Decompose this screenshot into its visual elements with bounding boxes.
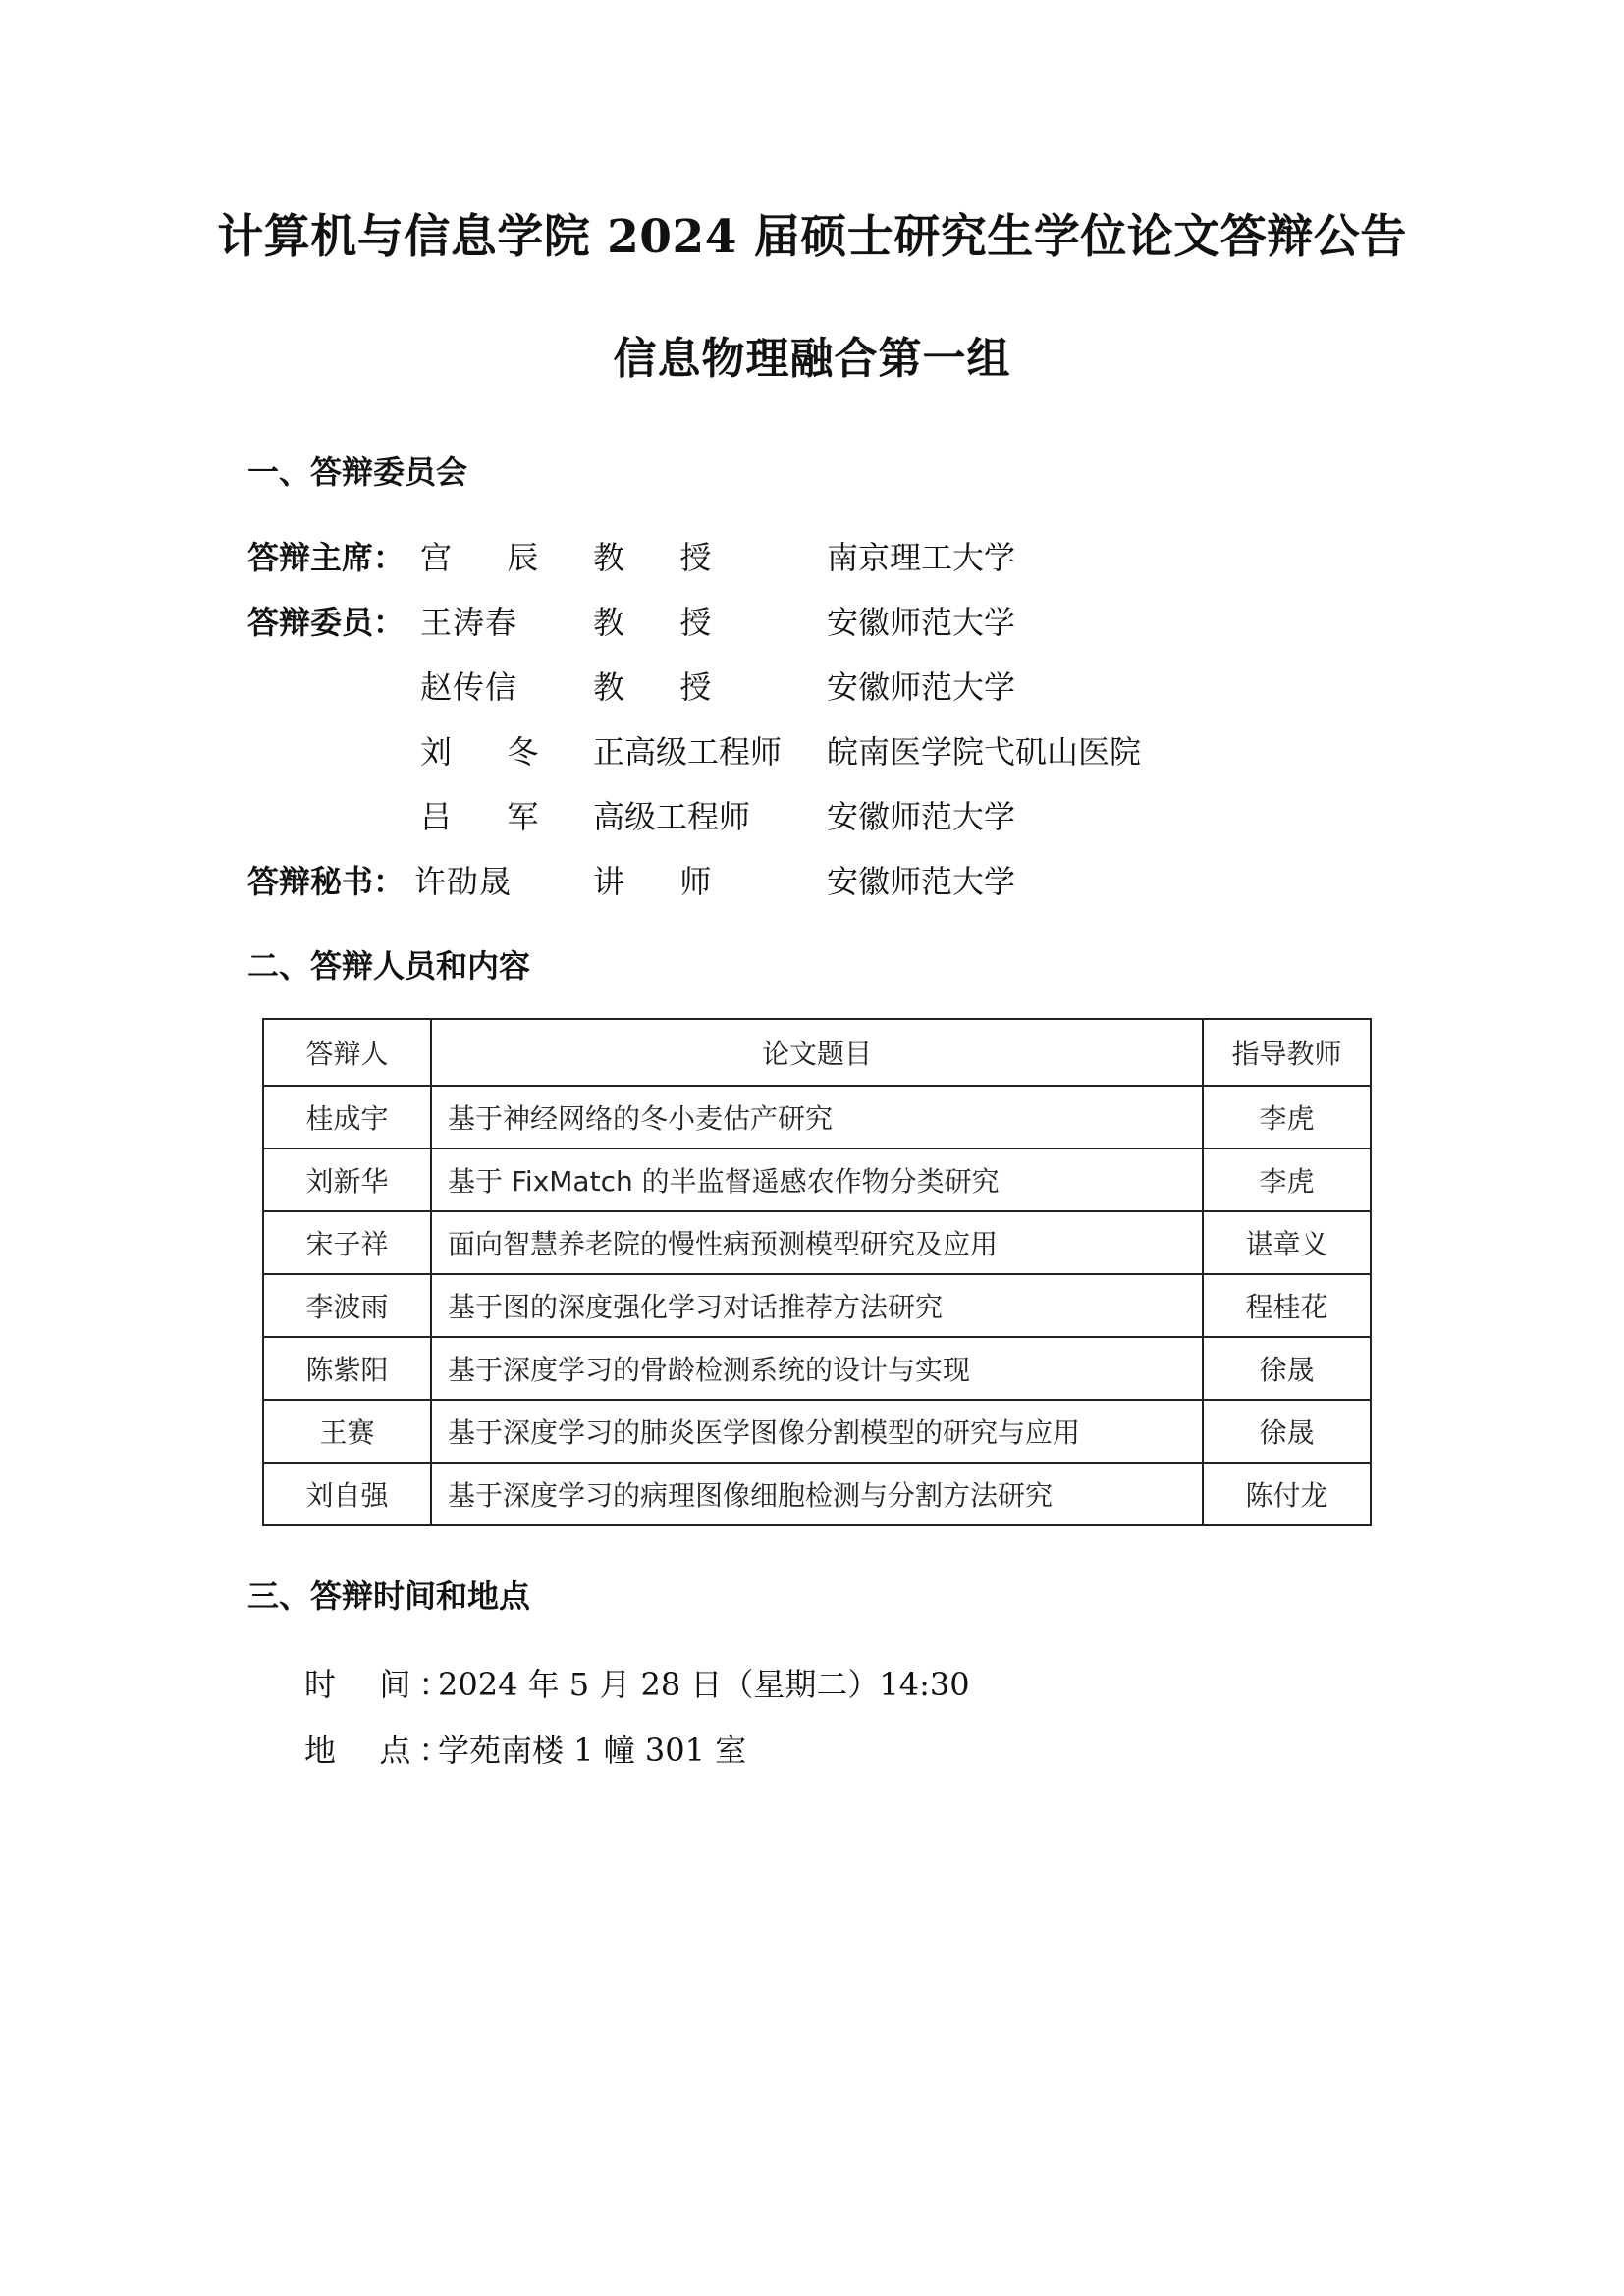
defense-table xyxy=(262,1018,1372,1526)
thesis-title-cell: 基于深度学习的病理图像细胞检测与分割方法研究 xyxy=(431,1463,1203,1525)
candidate-cell: 李波雨 xyxy=(263,1274,431,1337)
committee-row xyxy=(247,860,1327,925)
section-heading-committee: 一、答辩委员会 xyxy=(247,454,468,491)
candidate-cell: 桂成宇 xyxy=(263,1086,431,1148)
committee-title: 教 授 xyxy=(593,604,724,641)
advisor-cell: 谌章义 xyxy=(1203,1211,1371,1274)
defense-place xyxy=(304,1729,746,1772)
header-thesis-title: 论文题目 xyxy=(431,1019,1203,1086)
committee-row xyxy=(247,601,1327,666)
page-subtitle: 信息物理融合第一组 xyxy=(613,334,1011,384)
thesis-title-cell: 面向智慧养老院的慢性病预测模型研究及应用 xyxy=(431,1211,1203,1274)
committee-name: 吕 军 xyxy=(420,798,551,835)
table-row xyxy=(263,1148,1371,1211)
table-row xyxy=(263,1463,1371,1525)
committee-name: 许劭晟 xyxy=(414,863,513,900)
committee-row xyxy=(247,666,1327,730)
committee-row xyxy=(247,730,1327,795)
candidate-cell: 陈紫阳 xyxy=(263,1337,431,1400)
page-title: 计算机与信息学院 2024 届硕士研究生学位论文答辩公告 xyxy=(217,210,1407,264)
committee-list xyxy=(247,536,1327,925)
committee-title: 教 授 xyxy=(593,668,724,706)
advisor-cell: 程桂花 xyxy=(1203,1274,1371,1337)
committee-org: 安徽师范大学 xyxy=(827,863,1016,900)
committee-org: 安徽师范大学 xyxy=(827,668,1016,706)
committee-role: 答辩秘书： xyxy=(247,863,406,900)
advisor-cell: 陈付龙 xyxy=(1203,1463,1371,1525)
committee-row xyxy=(247,795,1327,860)
thesis-title-cell: 基于神经网络的冬小麦估产研究 xyxy=(431,1086,1203,1148)
committee-row xyxy=(247,536,1327,601)
header-candidate: 答辩人 xyxy=(263,1019,431,1086)
advisor-cell: 李虎 xyxy=(1203,1086,1371,1148)
committee-role: 答辩委员： xyxy=(247,604,406,641)
candidate-cell: 宋子祥 xyxy=(263,1211,431,1274)
table-row xyxy=(263,1400,1371,1463)
committee-org: 安徽师范大学 xyxy=(827,798,1016,835)
table-row xyxy=(263,1086,1371,1148)
candidate-cell: 刘新华 xyxy=(263,1148,431,1211)
committee-role: 答辩主席： xyxy=(247,539,406,576)
committee-title: 正高级工程师 xyxy=(593,733,783,771)
defense-time xyxy=(304,1663,970,1706)
table-header-row xyxy=(263,1019,1371,1086)
thesis-title-cell: 基于深度学习的肺炎医学图像分割模型的研究与应用 xyxy=(431,1400,1203,1463)
committee-org: 皖南医学院弋矶山医院 xyxy=(827,733,1142,771)
committee-org: 南京理工大学 xyxy=(827,539,1016,576)
committee-name: 赵传信 xyxy=(420,668,518,706)
time-value: 2024 年 5 月 28 日（星期二）14:30 xyxy=(438,1666,970,1703)
table-row xyxy=(263,1211,1371,1274)
committee-name: 王涛春 xyxy=(420,604,518,641)
candidate-cell: 刘自强 xyxy=(263,1463,431,1525)
table-row xyxy=(263,1337,1371,1400)
place-value: 学苑南楼 1 幢 301 室 xyxy=(438,1732,747,1769)
committee-title: 教 授 xyxy=(593,539,724,576)
table-row xyxy=(263,1274,1371,1337)
advisor-cell: 徐晟 xyxy=(1203,1400,1371,1463)
thesis-title-cell: 基于深度学习的骨龄检测系统的设计与实现 xyxy=(431,1337,1203,1400)
time-label: 时 间： xyxy=(304,1666,459,1703)
committee-title: 讲 师 xyxy=(593,863,724,900)
committee-name: 刘 冬 xyxy=(420,733,551,771)
thesis-title-cell: 基于 FixMatch 的半监督遥感农作物分类研究 xyxy=(431,1148,1203,1211)
section-heading-time-place: 三、答辩时间和地点 xyxy=(247,1577,531,1615)
header-advisor: 指导教师 xyxy=(1203,1019,1371,1086)
committee-name: 宫 辰 xyxy=(420,539,551,576)
committee-org: 安徽师范大学 xyxy=(827,604,1016,641)
committee-title: 高级工程师 xyxy=(593,798,751,835)
advisor-cell: 李虎 xyxy=(1203,1148,1371,1211)
advisor-cell: 徐晟 xyxy=(1203,1337,1371,1400)
section-heading-defense: 二、答辩人员和内容 xyxy=(247,947,531,985)
place-label: 地 点： xyxy=(304,1732,459,1769)
thesis-title-cell: 基于图的深度强化学习对话推荐方法研究 xyxy=(431,1274,1203,1337)
candidate-cell: 王赛 xyxy=(263,1400,431,1463)
